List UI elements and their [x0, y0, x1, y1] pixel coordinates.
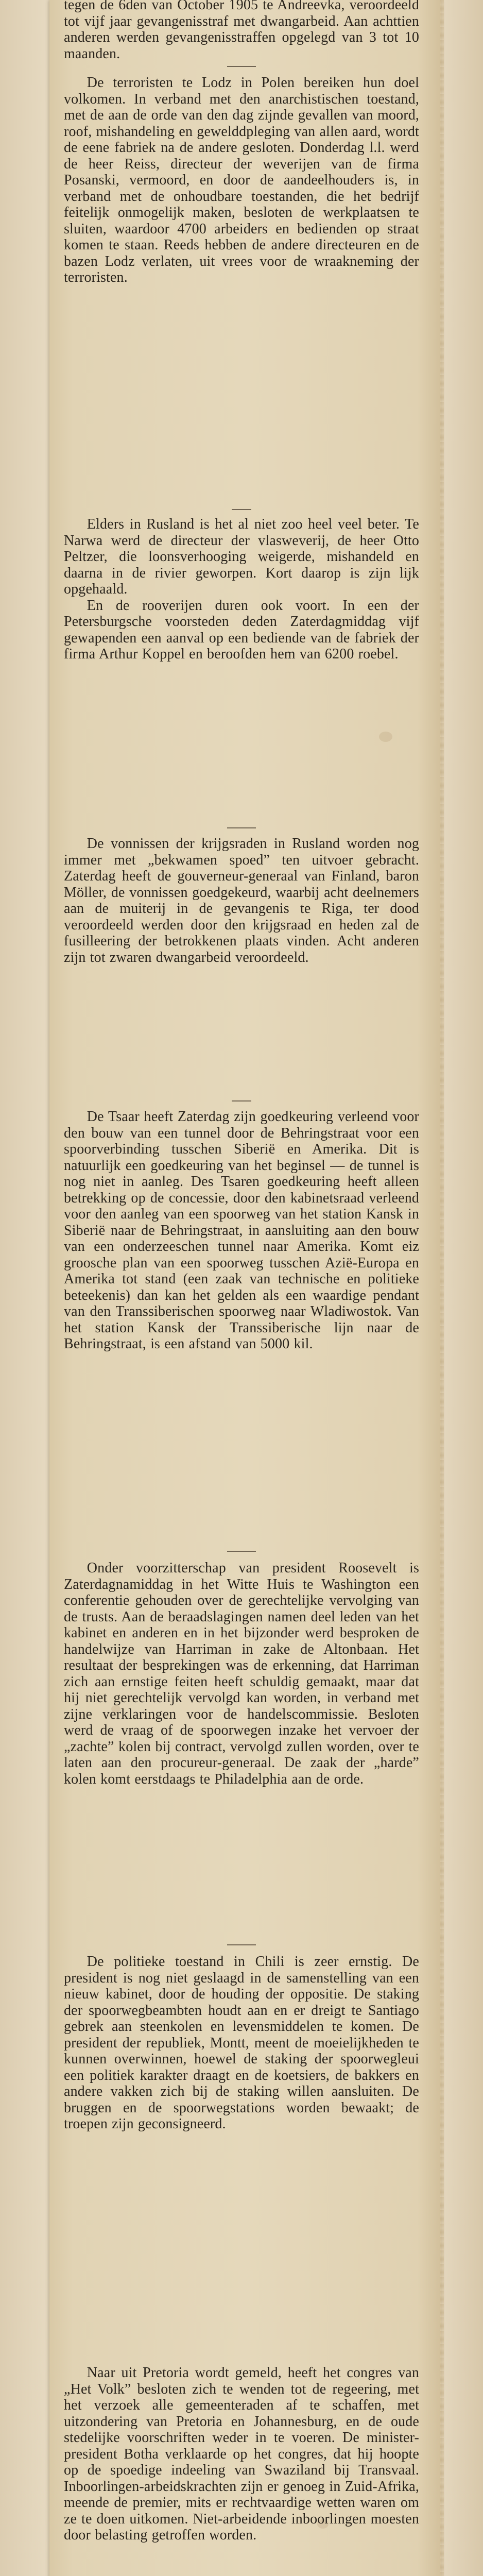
article-paragraph: Onder voorzitterschap van president Roosevelt is Zaterdagnamiddag in het Witte Huis te Washington een conferentie gehouden over de gerechtelijke vervolging van de trusts. Aan de beraadslagingen namen deel leden van het kabinet en anderen en in het bijzonder werd besproken de handelwijze van Harriman in zake de Altonbaan. Het resultaat der besprekingen was de erkenning, dat Harriman zich aan ernstige feiten heeft schuldig gemaakt, maar dat hij niet gerechtelijk vervolgd kan worden, in verband met zijne verklaringen voor de handelscommissie. Besloten werd de vraag of de spoorwegen inzake het vervoer der „zachte” kolen bij contract, vervolgd zullen worden, over te laten aan den procureur-generaal. De zaak der „harde” kolen komt eerstdaags te Philadelphia aan de orde. [64, 1560, 419, 1787]
column-separator [227, 1944, 256, 1945]
news-item-pretoria [64, 2365, 419, 2544]
column-separator [227, 827, 256, 828]
article-paragraph: De politieke toestand in Chili is zeer ernstig. De president is nog niet geslaagd in de samenstelling van een nieuw kabinet, door de houding der oppositie. De staking der spoorwegbeambten houdt aan en er dreigt te Santiago gebrek aan steenkolen en levensmiddelen te komen. De president der republiek, Montt, meent de moeielijkheden te kunnen overwinnen, hoewel de staking der spoorwegleui een politiek karakter draagt en de koetsiers, de bakkers en andere vakken zich bij de staking willen aansluiten. De bruggen en de spoorwegstations worden bewaakt; de troepen zijn geconsigneerd. [64, 1954, 419, 2132]
article-paragraph: Naar uit Pretoria wordt gemeld, heeft het congres van „Het Volk” besloten zich te wenden tot de regeering, met het verzoek alle gemeenteraden af te schaffen, met uitzondering van Pretoria en Johannesburg, en de oude stedelijke voorschriften weder in te voeren. De minister-president Botha verklaarde op het congres, dat hij hoopte op de spoedige indeeling van Swaziland bij Transvaal. Inboorlingen-arbeidskrachten zijn er genoeg in Zuid-Afrika, meende de premier, mits er rechtvaardige wetten waren om ze te doen uitkomen. Niet-arbeidende inboorlingen moesten door belasting getroffen worden. [64, 2365, 419, 2543]
news-item-roosevelt [64, 1560, 419, 1787]
news-item-narwa [64, 516, 419, 663]
newspaper-clipping [49, 0, 441, 2576]
column-separator [227, 66, 256, 67]
article-paragraph: En de rooverijen duren ook voort. In een der Petersburgsche voorsteden deden Zaterdagmiddag vijf gewapenden een aanval op een bediende van de fabriek der firma Arthur Koppel en beroofden hem van 6200 roebel. [64, 597, 419, 662]
column-separator [232, 1100, 251, 1101]
column-separator [232, 509, 251, 510]
news-item-chili [64, 1954, 419, 2132]
article-paragraph: De vonnissen der krijgsraden in Rusland worden nog immer met „bekwamen spoed” ten uitvoer gebracht. Zaterdag heeft de gouverneur-generaal van Finland, baron Möller, de vonnissen goedgekeurd, waarbij acht deelnemers aan de muiterij in de gevangenis te Riga, ter dood veroordeeld werden door den krijgsraad en heden zal de fusilleering der betrokkenen plaats vinden. Acht anderen zijn tot zwaren dwangarbeid veroordeeld. [64, 836, 419, 965]
article-paragraph: De terroristen te Lodz in Polen bereiken hun doel volkomen. In verband met den anarchistischen toestand, met de aan de orde van den dag zijnde gevallen van moord, roof, mishandeling en gewelddpleging van allen aard, wordt de eene fabriek na de andere gesloten. Donderdag l.l. werd de heer Reiss, directeur der weverijen van de firma Posanski, vermoord, en door de aandeelhouders is, in verband met de onhoudbare toestanden, die het bedrijf feitelijk onmogelijk maken, besloten de werkplaatsen te sluiten, waardoor 4700 arbeiders en bedienden op straat komen te staan. Reeds hebben de andere directeuren en de bazen Lodz verlaten, uit vrees voor de wraakneming der terroristen. [64, 75, 419, 285]
article-paragraph: Elders in Rusland is het al niet zoo heel veel beter. Te Narwa werd de directeur der vlasweverij, de heer Otto Peltzer, die loonsverhooging weigerde, mishandeld en daarna in de rivier geworpen. Kort daarop is zijn lijk opgehaald. [64, 516, 419, 597]
news-item-andreevka [64, 0, 419, 62]
article-paragraph: De Tsaar heeft Zaterdag zijn goedkeuring verleend voor den bouw van een tunnel door de Behringstraat voor een spoorverbinding tusschen Siberië en Amerika. Dit is natuurlijk een goedkeuring van het beginsel — de tunnel is nog niet in aanleg. Des Tsaren goedkeuring heeft alleen betrekking op de concessie, door den kabinetsraad verleend voor den aanleg van een spoorweg van het station Kansk in Siberië naar de Behringstraat, in aansluiting aan den bouw van een onderzeeschen tunnel naar Amerika. Komt eiz groosche plan van een spoorweg tusschen Azië-Europa en Amerika tot stand (een zaak van technische en politieke beteekenis) dan kan het gelden als een waardige pendant van den Transsiberischen spoorweg naar Wladiwostok. Van het station Kansk der Transsiberische lijn naar de Behringstraat, is een afstand van 5000 kil. [64, 1109, 419, 1352]
torn-edge [440, 0, 444, 2576]
news-item-krijgsraden [64, 836, 419, 965]
paper-stain [379, 732, 392, 742]
column-separator [227, 1551, 256, 1552]
article-paragraph: tegen de 6den van October 1905 te Andreevka, veroordeeld tot vijf jaar gevangenisstraf met dwangarbeid. Aan achttien anderen werden gevangenisstraffen opgelegd van 3 tot 10 maanden. [64, 0, 419, 62]
news-item-lodz [64, 75, 419, 286]
news-item-behringstraat [64, 1109, 419, 1352]
